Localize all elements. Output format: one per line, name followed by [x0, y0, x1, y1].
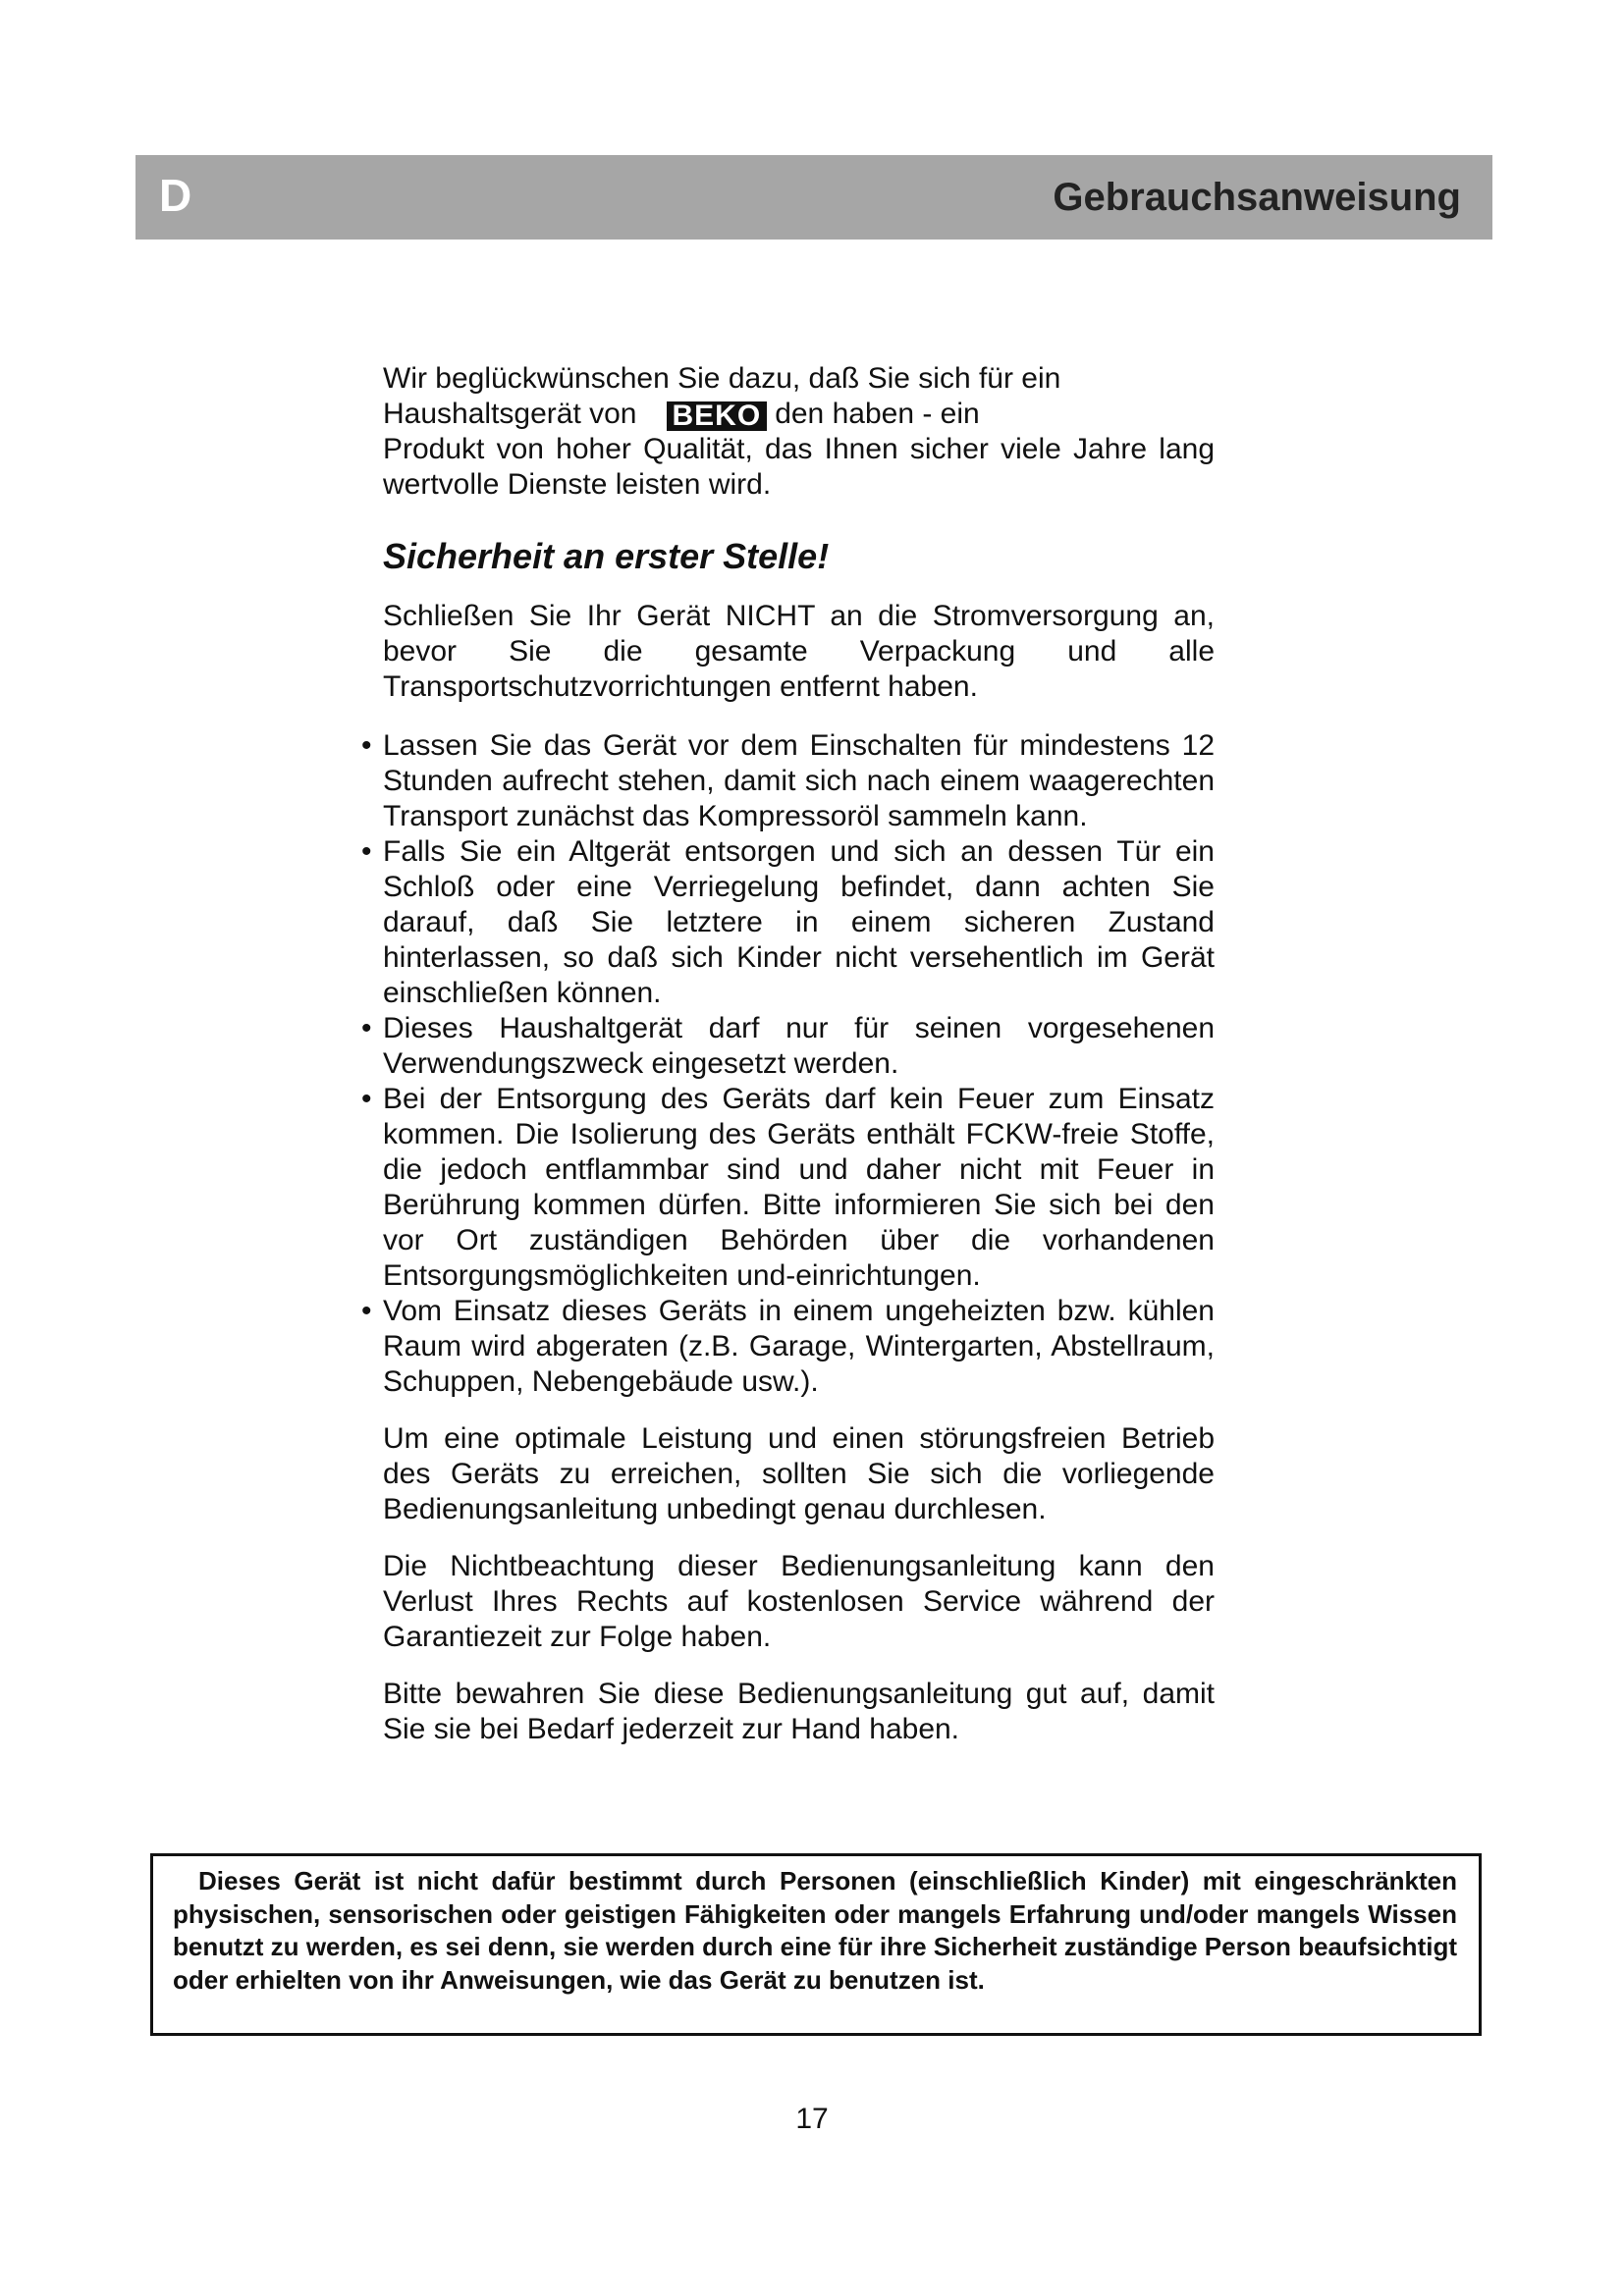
brand-logo	[667, 401, 768, 431]
notice-text: Dieses Gerät ist nicht dafür bestimmt durch Personen (einschließlich Kinder) mit eingeschränkten physischen, sensorischen oder geistigen Fähigkeiten oder mangels Erfahrung und/oder mangels Wissen benutzt zu werden, es sei denn, sie werden durch eine für ihre Sicherheit zuständige Person beaufsichtigt oder erhielten von ihr Anweisungen, wie das Gerät zu benutzen ist.	[173, 1866, 1457, 1995]
page-number: 17	[795, 2103, 829, 2135]
bullet-text: Dieses Haushaltgerät darf nur für seinen vorgesehenen Verwendungszweck eingesetzt werden.	[383, 1012, 1215, 1080]
language-code: D	[159, 170, 192, 221]
safety-intro: Schließen Sie Ihr Gerät NICHT an die Stromversorgung an, bevor Sie die gesamte Verpackung und alle Transportschutzvorrichtungen entfernt haben.	[383, 600, 1215, 703]
paragraph-keep-manual: Bitte bewahren Sie diese Bedienungsanleitung gut auf, damit Sie sie bei Bedarf jederzeit zur Hand haben.	[383, 1678, 1215, 1745]
safety-bullet-list	[361, 728, 1215, 1400]
intro-line-2-after: den haben - ein	[775, 398, 980, 430]
paragraph-performance: Um eine optimale Leistung und einen störungsfreien Betrieb des Geräts zu erreichen, sollten Sie sich die vorliegende Bedienungsanleitung unbedingt genau durchlesen.	[383, 1422, 1215, 1525]
paragraph-warranty: Die Nichtbeachtung dieser Bedienungsanleitung kann den Verlust Ihres Rechts auf kostenlosen Service während der Garantiezeit zur Folge haben.	[383, 1550, 1215, 1653]
header-bar	[135, 155, 1492, 240]
bullet-text: Vom Einsatz dieses Geräts in einem ungeheizten bzw. kühlen Raum wird abgeraten (z.B. Garage, Wintergarten, Abstellraum, Schuppen, Nebengebäude usw.).	[383, 1295, 1215, 1398]
bullet-text: Falls Sie ein Altgerät entsorgen und sich an dessen Tür ein Schloß oder eine Verriegelung befindet, dann achten Sie darauf, daß Sie letztere in einem sicheren Zustand hinterlassen, so daß sich Kinder nicht versehentlich im Gerät einschließen können.	[383, 835, 1215, 1009]
list-item	[361, 728, 1215, 834]
bullet-text: Bei der Entsorgung des Geräts darf kein Feuer zum Einsatz kommen. Die Isolierung des Geräts enthält FCKW-freie Stoffe, die jedoch entflammbar sind und daher nicht mit Feuer in Berührung kommen dürfen. Bitte informieren Sie sich bei den vor Ort zuständigen Behörden über die vorhandenen Entsorgungsmöglichkeiten und-einrichtungen.	[383, 1083, 1215, 1292]
intro-line-1: Wir beglückwünschen Sie dazu, daß Sie sich für ein	[383, 362, 1061, 395]
bullet-icon: •	[361, 1295, 372, 1327]
intro-line-2-before: Haushaltsgerät von	[383, 398, 637, 430]
intro-paragraph	[383, 361, 1215, 503]
bullet-icon: •	[361, 1012, 372, 1044]
intro-rest: Produkt von hoher Qualität, das Ihnen sicher viele Jahre lang wertvolle Dienste leisten wird.	[383, 433, 1215, 501]
bullet-icon: •	[361, 1083, 372, 1115]
list-item	[361, 1294, 1215, 1400]
list-item	[361, 1011, 1215, 1082]
list-item	[361, 834, 1215, 1011]
notice-box	[150, 1853, 1482, 2036]
bullet-text: Lassen Sie das Gerät vor dem Einschalten für mindestens 12 Stunden aufrecht stehen, damit sich nach einem waagerechten Transport zunächst das Kompressoröl sammeln kann.	[383, 729, 1215, 832]
bullet-icon: •	[361, 835, 372, 868]
safety-heading: Sicherheit an erster Stelle!	[383, 536, 830, 576]
brand-logo-text: BEKO	[672, 400, 762, 432]
intro-line-2	[383, 397, 1215, 432]
list-item	[361, 1082, 1215, 1294]
main-content	[361, 361, 1215, 1747]
bullet-icon: •	[361, 729, 372, 762]
document-title: Gebrauchsanweisung	[1053, 176, 1461, 219]
